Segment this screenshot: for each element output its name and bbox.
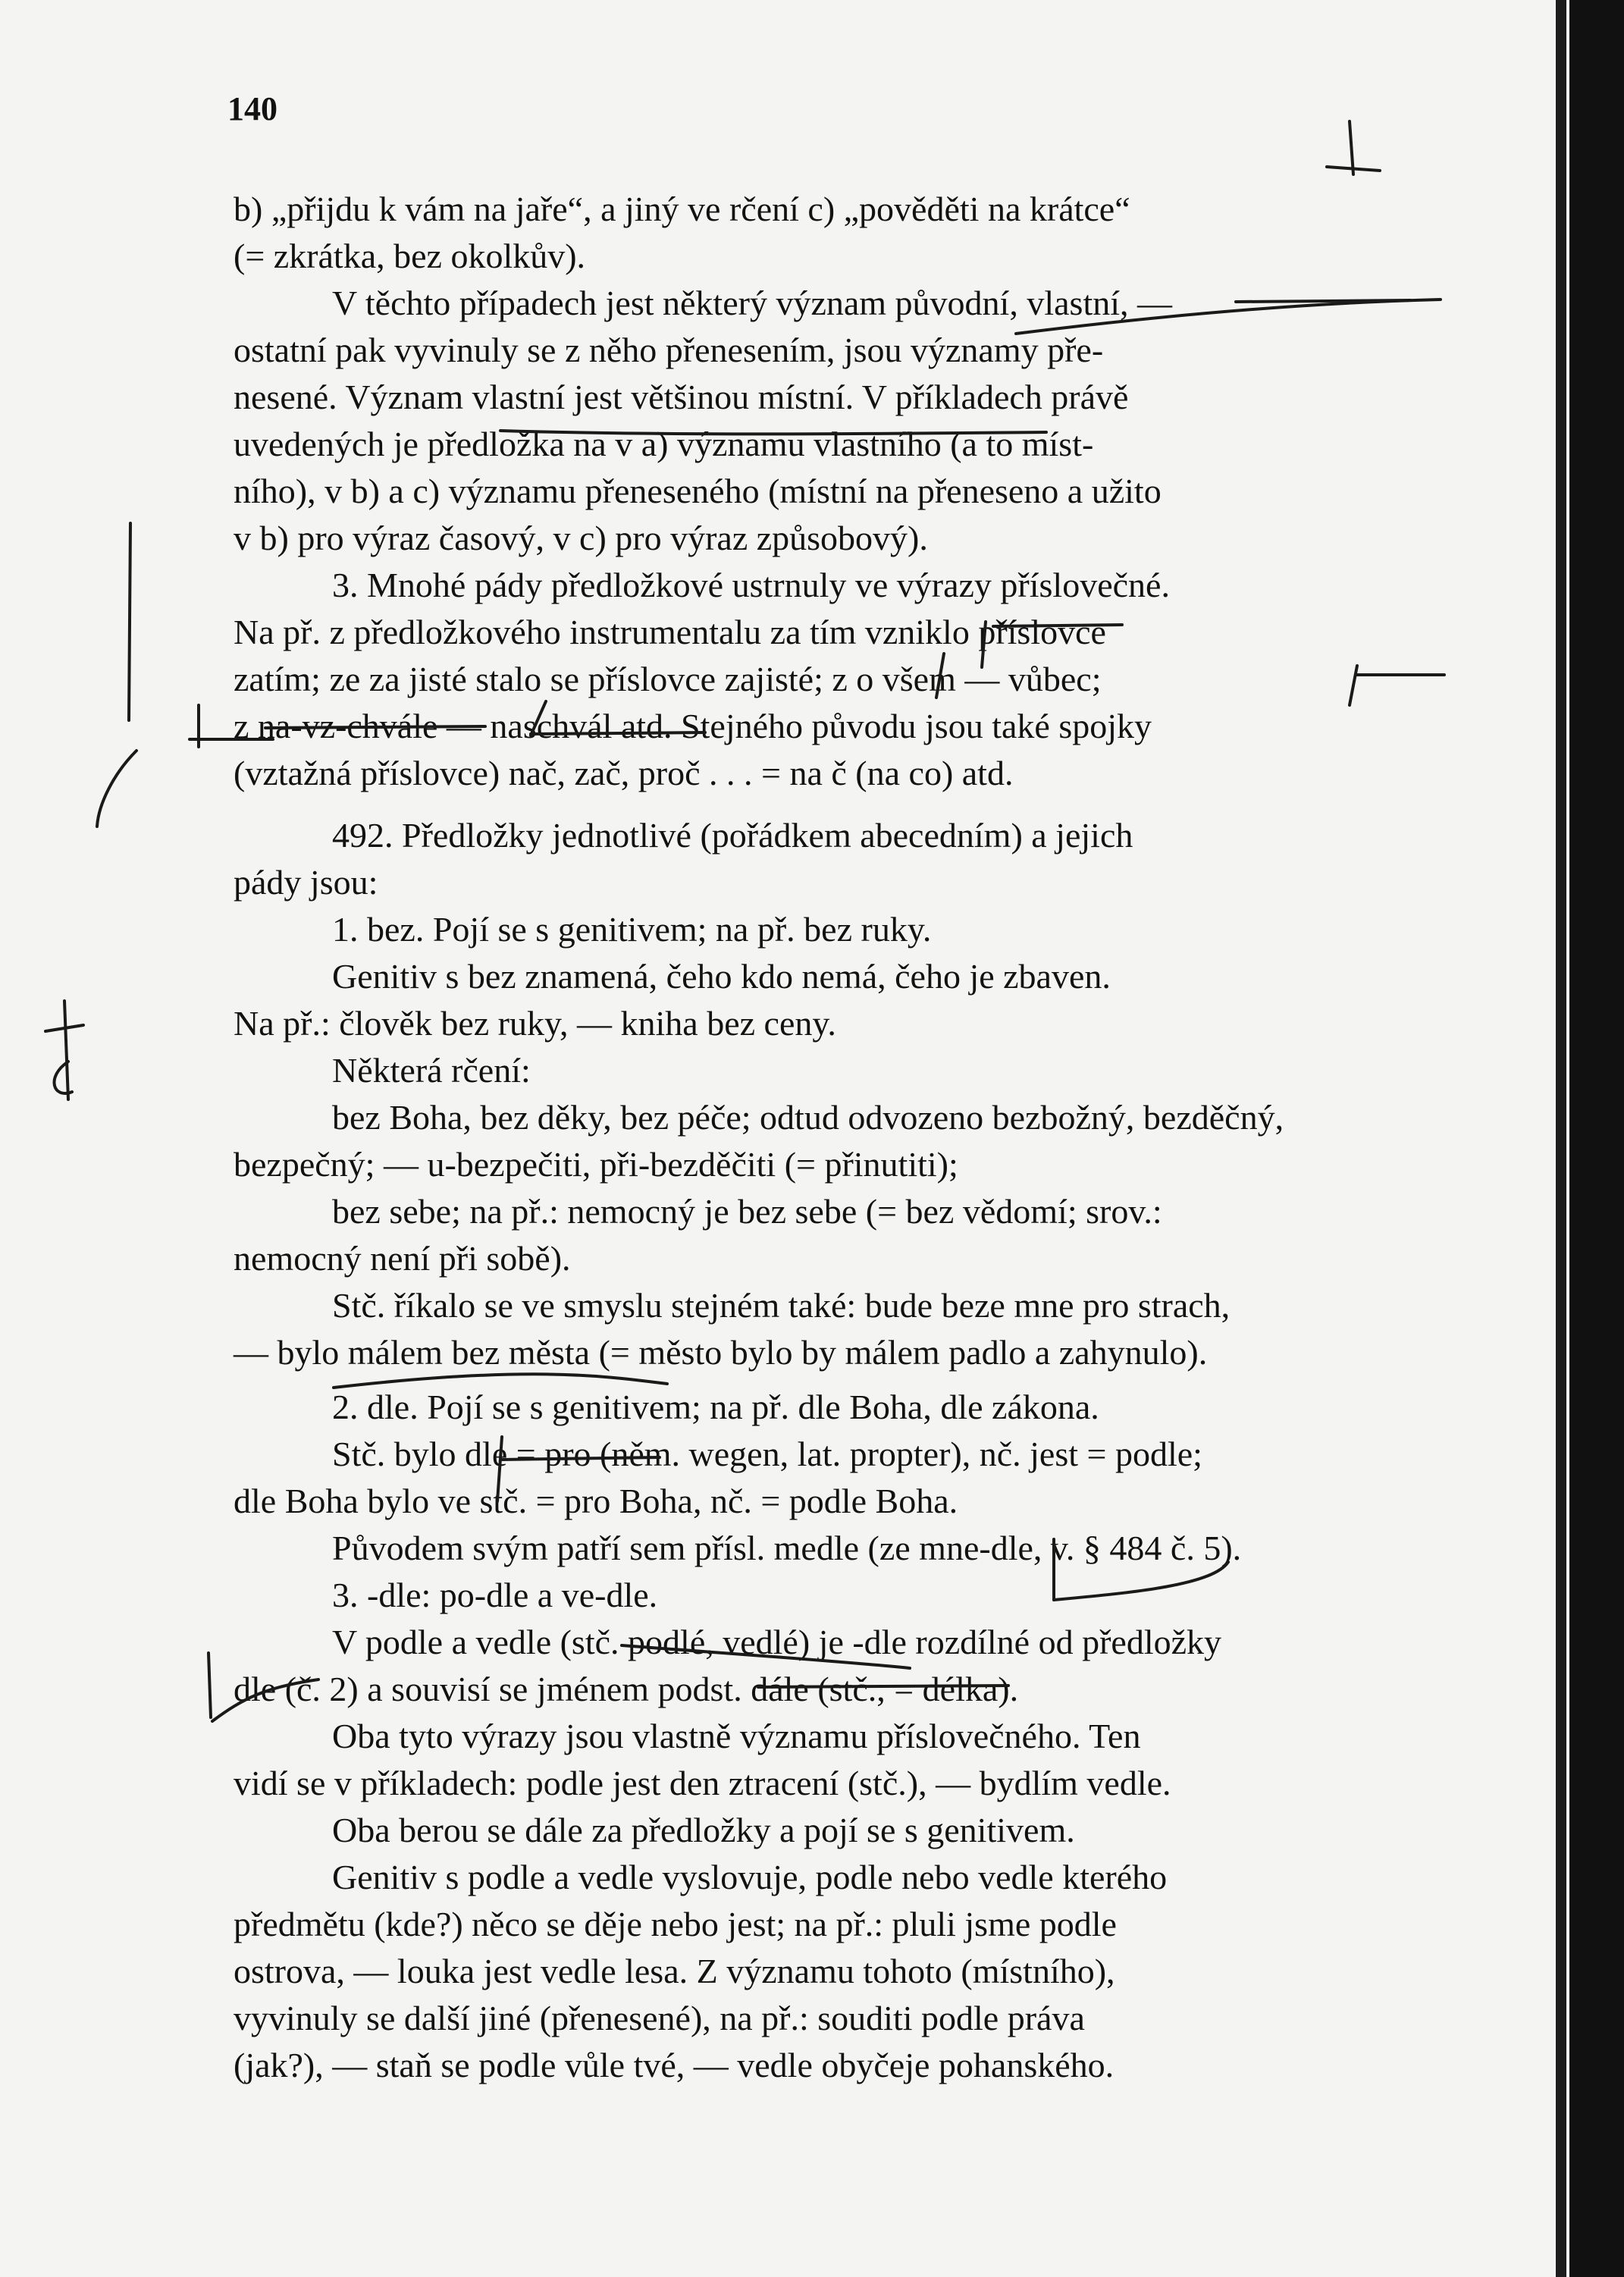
margin-symbol [45, 1025, 83, 1031]
text-line: (vztažná příslovce) nač, zač, proč . . . = na č (na co) atd. [234, 754, 1014, 792]
margin-mark [1350, 121, 1353, 174]
text-line: vidí se v příkladech: podle jest den ztracení (stč.), — bydlím vedle. [234, 1764, 1171, 1802]
text-line: nemocný není při sobě). [234, 1239, 571, 1278]
text-line: Na př.: člověk bez ruky, — kniha bez ceny. [234, 1004, 836, 1043]
text-line: bezpečný; — u-bezpečiti, při-bezděčiti (= přinutiti); [234, 1145, 958, 1184]
text-line: Původem svým patří sem přísl. medle (ze mne-dle, v. § 484 č. 5). [332, 1529, 1242, 1567]
margin-hook [97, 751, 136, 826]
text-line: 1. bez. Pojí se s genitivem; na př. bez ruky. [332, 910, 932, 949]
text-line: zatím; ze za jisté stalo se příslovce zajisté; z o všem — vůbec; [234, 660, 1102, 698]
text-line: ostrova, — louka jest vedle lesa. Z významu tohoto (místního), [234, 1952, 1115, 1990]
margin-symbol [54, 1062, 72, 1093]
text-line: 3. -dle: po-dle a ve-dle. [332, 1576, 658, 1614]
text-line: nesené. Význam vlastní jest většinou místní. V příkladech právě [234, 378, 1129, 416]
text-line: uvedených je předložka na v a) významu vlastního (a to míst- [234, 425, 1094, 463]
margin-line [208, 1653, 211, 1717]
text-line: pády jsou: [234, 863, 378, 902]
page-edge-shadow [1556, 0, 1566, 2277]
text-line: Genitiv s bez znamená, čeho kdo nemá, čeho je zbaven. [332, 957, 1111, 996]
text-line: b) „přijdu k vám na jaře“, a jiný ve rčení c) „pověděti na krátce“ [234, 190, 1130, 228]
text-line: Stč. říkalo se ve smyslu stejném také: bude beze mne pro strach, [332, 1286, 1231, 1325]
page-number: 140 [227, 90, 277, 127]
text-line: dle (č. 2) a souvisí se jménem podst. dále (stč., = délka). [234, 1670, 1019, 1708]
text-line: ního), v b) a c) významu přeneseného (místní na přeneseno a užito [234, 472, 1162, 510]
text-line: dle Boha bylo ve stč. = pro Boha, nč. = podle Boha. [234, 1482, 958, 1520]
text-line: Na př. z předložkového instrumentalu za tím vzniklo příslovce [234, 613, 1106, 651]
margin-symbol [64, 1001, 68, 1099]
text-line: V těchto případech jest některý význam původní, vlastní, — [332, 284, 1172, 322]
text-line: 492. Předložky jednotlivé (pořádkem abecedním) a jejich [332, 816, 1133, 855]
text-line: vyvinuly se další jiné (přenesené), na př.: souditi podle práva [234, 1999, 1085, 2037]
page-edge-dark [1569, 0, 1624, 2277]
text-line: v b) pro výraz časový, v c) pro výraz způsobový). [234, 519, 928, 557]
text-line: (= zkrátka, bez okolkův). [234, 237, 586, 275]
text-line: ostatní pak vyvinuly se z něho přenesením, jsou významy pře- [234, 331, 1104, 369]
text-line: Oba berou se dále za předložky a pojí se s genitivem. [332, 1811, 1075, 1849]
text-line: Stč. bylo dle = pro (něm. wegen, lat. propter), nč. jest = podle; [332, 1435, 1202, 1473]
text-line: bez sebe; na př.: nemocný je bez sebe (= bez vědomí; srov.: [332, 1192, 1162, 1231]
text-line: Oba tyto výrazy jsou vlastně významu příslovečného. Ten [332, 1717, 1141, 1755]
margin-mark [1327, 167, 1380, 171]
text-line: V podle a vedle (stč. podlé, vedlé) je -dle rozdílné od předložky [332, 1623, 1222, 1661]
text-line: 2. dle. Pojí se s genitivem; na př. dle Boha, dle zákona. [332, 1388, 1099, 1426]
text-line: 3. Mnohé pády předložkové ustrnuly ve výrazy příslovečné. [332, 566, 1170, 604]
text-line: (jak?), — staň se podle vůle tvé, — vedle obyčeje pohanského. [234, 2046, 1115, 2084]
text-line: předmětu (kde?) něco se děje nebo jest; na př.: pluli jsme podle [234, 1905, 1117, 1943]
text-line: bez Boha, bez děky, bez péče; odtud odvozeno bezbožný, bezděčný, [332, 1098, 1284, 1137]
text-line: — bylo málem bez města (= město bylo by málem padlo a zahynulo). [234, 1333, 1208, 1372]
text-line: z na-vz-chvále — naschvál atd. Stejného původu jsou také spojky [234, 707, 1152, 745]
margin-line [129, 523, 130, 720]
text-line: Některá rčení: [332, 1051, 531, 1090]
text-line: Genitiv s podle a vedle vyslovuje, podle nebo vedle kterého [332, 1858, 1168, 1896]
